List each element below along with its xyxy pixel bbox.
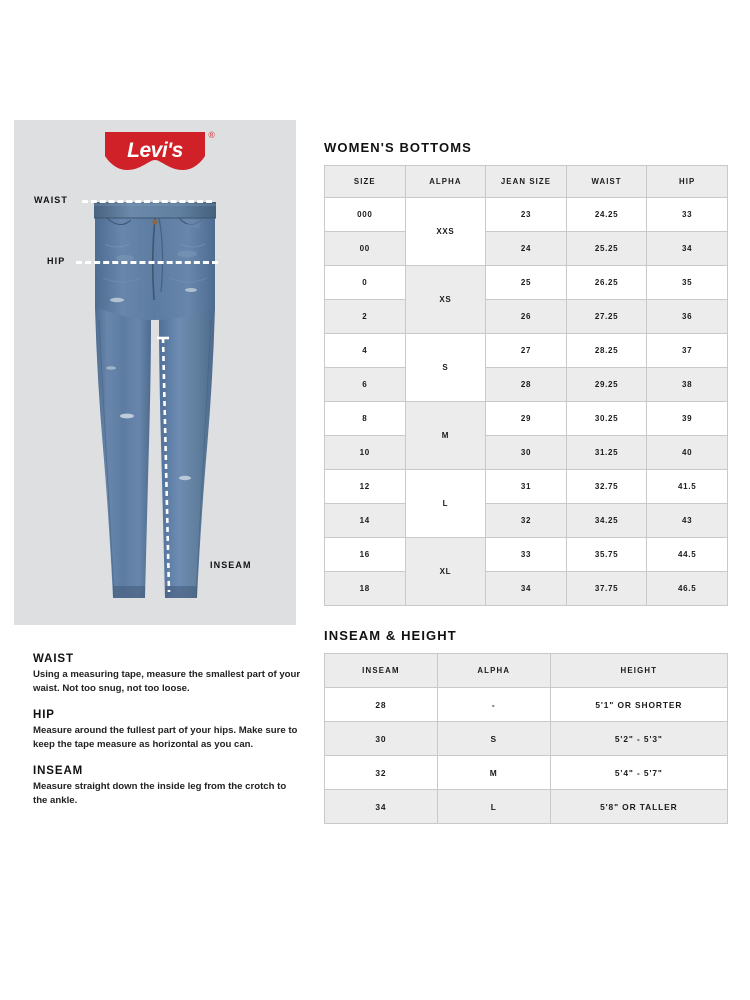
table-row xyxy=(325,334,728,368)
cell-waist: 32.75 xyxy=(566,470,647,504)
womens-bottoms-table xyxy=(324,165,728,606)
instruction-inseam xyxy=(33,765,303,808)
table-body xyxy=(325,688,728,824)
bottoms-table-title: WOMEN'S BOTTOMS xyxy=(324,140,472,155)
instruction-title: HIP xyxy=(33,708,55,721)
cell-alpha: XXS xyxy=(405,198,486,266)
instruction-waist xyxy=(33,653,303,696)
waist-label: WAIST xyxy=(34,195,68,205)
waist-measure-line xyxy=(82,200,212,203)
instruction-body: Measure straight down the inside leg from the crotch to the ankle. xyxy=(33,780,287,806)
cell-size: 2 xyxy=(325,300,406,334)
cell-waist: 26.25 xyxy=(566,266,647,300)
table-row xyxy=(325,572,728,606)
cell-size: 10 xyxy=(325,436,406,470)
cell-height: 5'4" - 5'7" xyxy=(550,756,727,790)
column-header-alpha: ALPHA xyxy=(405,166,486,198)
table-row xyxy=(325,722,728,756)
cell-alpha: S xyxy=(437,722,550,756)
cell-height: 5'2" - 5'3" xyxy=(550,722,727,756)
table-row xyxy=(325,368,728,402)
cell-height: 5'1" OR SHORTER xyxy=(550,688,727,722)
cell-waist: 37.75 xyxy=(566,572,647,606)
cell-jean-size: 31 xyxy=(486,470,567,504)
table-row xyxy=(325,198,728,232)
registered-trademark-icon: ® xyxy=(208,130,215,140)
cell-size: 0 xyxy=(325,266,406,300)
inseam-label: INSEAM xyxy=(210,560,252,570)
cell-hip: 36 xyxy=(647,300,728,334)
table-row xyxy=(325,688,728,722)
cell-waist: 30.25 xyxy=(566,402,647,436)
cell-hip: 37 xyxy=(647,334,728,368)
cell-alpha: L xyxy=(405,470,486,538)
cell-jean-size: 29 xyxy=(486,402,567,436)
cell-size: 000 xyxy=(325,198,406,232)
column-header-size: SIZE xyxy=(325,166,406,198)
column-header-height: HEIGHT xyxy=(550,654,727,688)
product-image-panel xyxy=(14,120,296,625)
cell-alpha: L xyxy=(437,790,550,824)
svg-text:Levi's: Levi's xyxy=(127,139,183,162)
cell-alpha: XS xyxy=(405,266,486,334)
cell-hip: 43 xyxy=(647,504,728,538)
cell-size: 12 xyxy=(325,470,406,504)
cell-height: 5'8" OR TALLER xyxy=(550,790,727,824)
instruction-title: INSEAM xyxy=(33,764,84,777)
table-row xyxy=(325,790,728,824)
instruction-body: Measure around the fullest part of your hips. Make sure to keep the tape measure as horizontal as you can. xyxy=(33,724,298,750)
table-row xyxy=(325,436,728,470)
cell-waist: 24.25 xyxy=(566,198,647,232)
cell-jean-size: 28 xyxy=(486,368,567,402)
table-row xyxy=(325,266,728,300)
table-row xyxy=(325,232,728,266)
cell-inseam: 32 xyxy=(325,756,438,790)
table-row xyxy=(325,538,728,572)
cell-hip: 41.5 xyxy=(647,470,728,504)
cell-waist: 28.25 xyxy=(566,334,647,368)
cell-size: 4 xyxy=(325,334,406,368)
table-row xyxy=(325,756,728,790)
cell-waist: 29.25 xyxy=(566,368,647,402)
inseam-height-table xyxy=(324,653,728,824)
cell-alpha: - xyxy=(437,688,550,722)
table-row xyxy=(325,504,728,538)
cell-jean-size: 24 xyxy=(486,232,567,266)
table-row xyxy=(325,402,728,436)
cell-alpha: M xyxy=(437,756,550,790)
cell-alpha: XL xyxy=(405,538,486,606)
left-column xyxy=(14,120,296,625)
cell-waist: 25.25 xyxy=(566,232,647,266)
jeans-illustration xyxy=(87,188,223,618)
cell-hip: 40 xyxy=(647,436,728,470)
table-body xyxy=(325,198,728,606)
instruction-hip xyxy=(33,709,303,752)
cell-hip: 39 xyxy=(647,402,728,436)
cell-jean-size: 23 xyxy=(486,198,567,232)
cell-inseam: 28 xyxy=(325,688,438,722)
cell-jean-size: 33 xyxy=(486,538,567,572)
instruction-body: Using a measuring tape, measure the smallest part of your waist. Not too snug, not too loose. xyxy=(33,669,301,694)
column-header-inseam: INSEAM xyxy=(325,654,438,688)
cell-jean-size: 25 xyxy=(486,266,567,300)
cell-hip: 38 xyxy=(647,368,728,402)
cell-inseam: 34 xyxy=(325,790,438,824)
table-header xyxy=(325,166,728,198)
table-header xyxy=(325,654,728,688)
cell-hip: 44.5 xyxy=(647,538,728,572)
cell-waist: 35.75 xyxy=(566,538,647,572)
cell-size: 18 xyxy=(325,572,406,606)
cell-jean-size: 27 xyxy=(486,334,567,368)
inseam-table-title: INSEAM & HEIGHT xyxy=(324,628,457,643)
cell-size: 00 xyxy=(325,232,406,266)
cell-waist: 27.25 xyxy=(566,300,647,334)
cell-hip: 35 xyxy=(647,266,728,300)
hip-label: HIP xyxy=(47,256,66,266)
column-header-waist: WAIST xyxy=(566,166,647,198)
levis-logo xyxy=(101,128,215,176)
cell-jean-size: 32 xyxy=(486,504,567,538)
cell-hip: 33 xyxy=(647,198,728,232)
cell-size: 6 xyxy=(325,368,406,402)
header-row xyxy=(325,654,728,688)
column-header-alpha: ALPHA xyxy=(437,654,550,688)
column-header-hip: HIP xyxy=(647,166,728,198)
instruction-title: WAIST xyxy=(33,653,74,665)
header-row xyxy=(325,166,728,198)
cell-hip: 34 xyxy=(647,232,728,266)
column-header-jean-size: JEAN SIZE xyxy=(486,166,567,198)
inseam-section xyxy=(324,628,728,824)
cell-size: 8 xyxy=(325,402,406,436)
table-row xyxy=(325,300,728,334)
cell-waist: 31.25 xyxy=(566,436,647,470)
cell-jean-size: 30 xyxy=(486,436,567,470)
cell-jean-size: 26 xyxy=(486,300,567,334)
cell-waist: 34.25 xyxy=(566,504,647,538)
hip-measure-line xyxy=(76,261,218,264)
cell-size: 16 xyxy=(325,538,406,572)
cell-jean-size: 34 xyxy=(486,572,567,606)
cell-alpha: S xyxy=(405,334,486,402)
cell-size: 14 xyxy=(325,504,406,538)
table-row xyxy=(325,470,728,504)
measuring-instructions xyxy=(33,653,303,807)
cell-alpha: M xyxy=(405,402,486,470)
cell-inseam: 30 xyxy=(325,722,438,756)
cell-hip: 46.5 xyxy=(647,572,728,606)
right-column xyxy=(324,140,728,824)
